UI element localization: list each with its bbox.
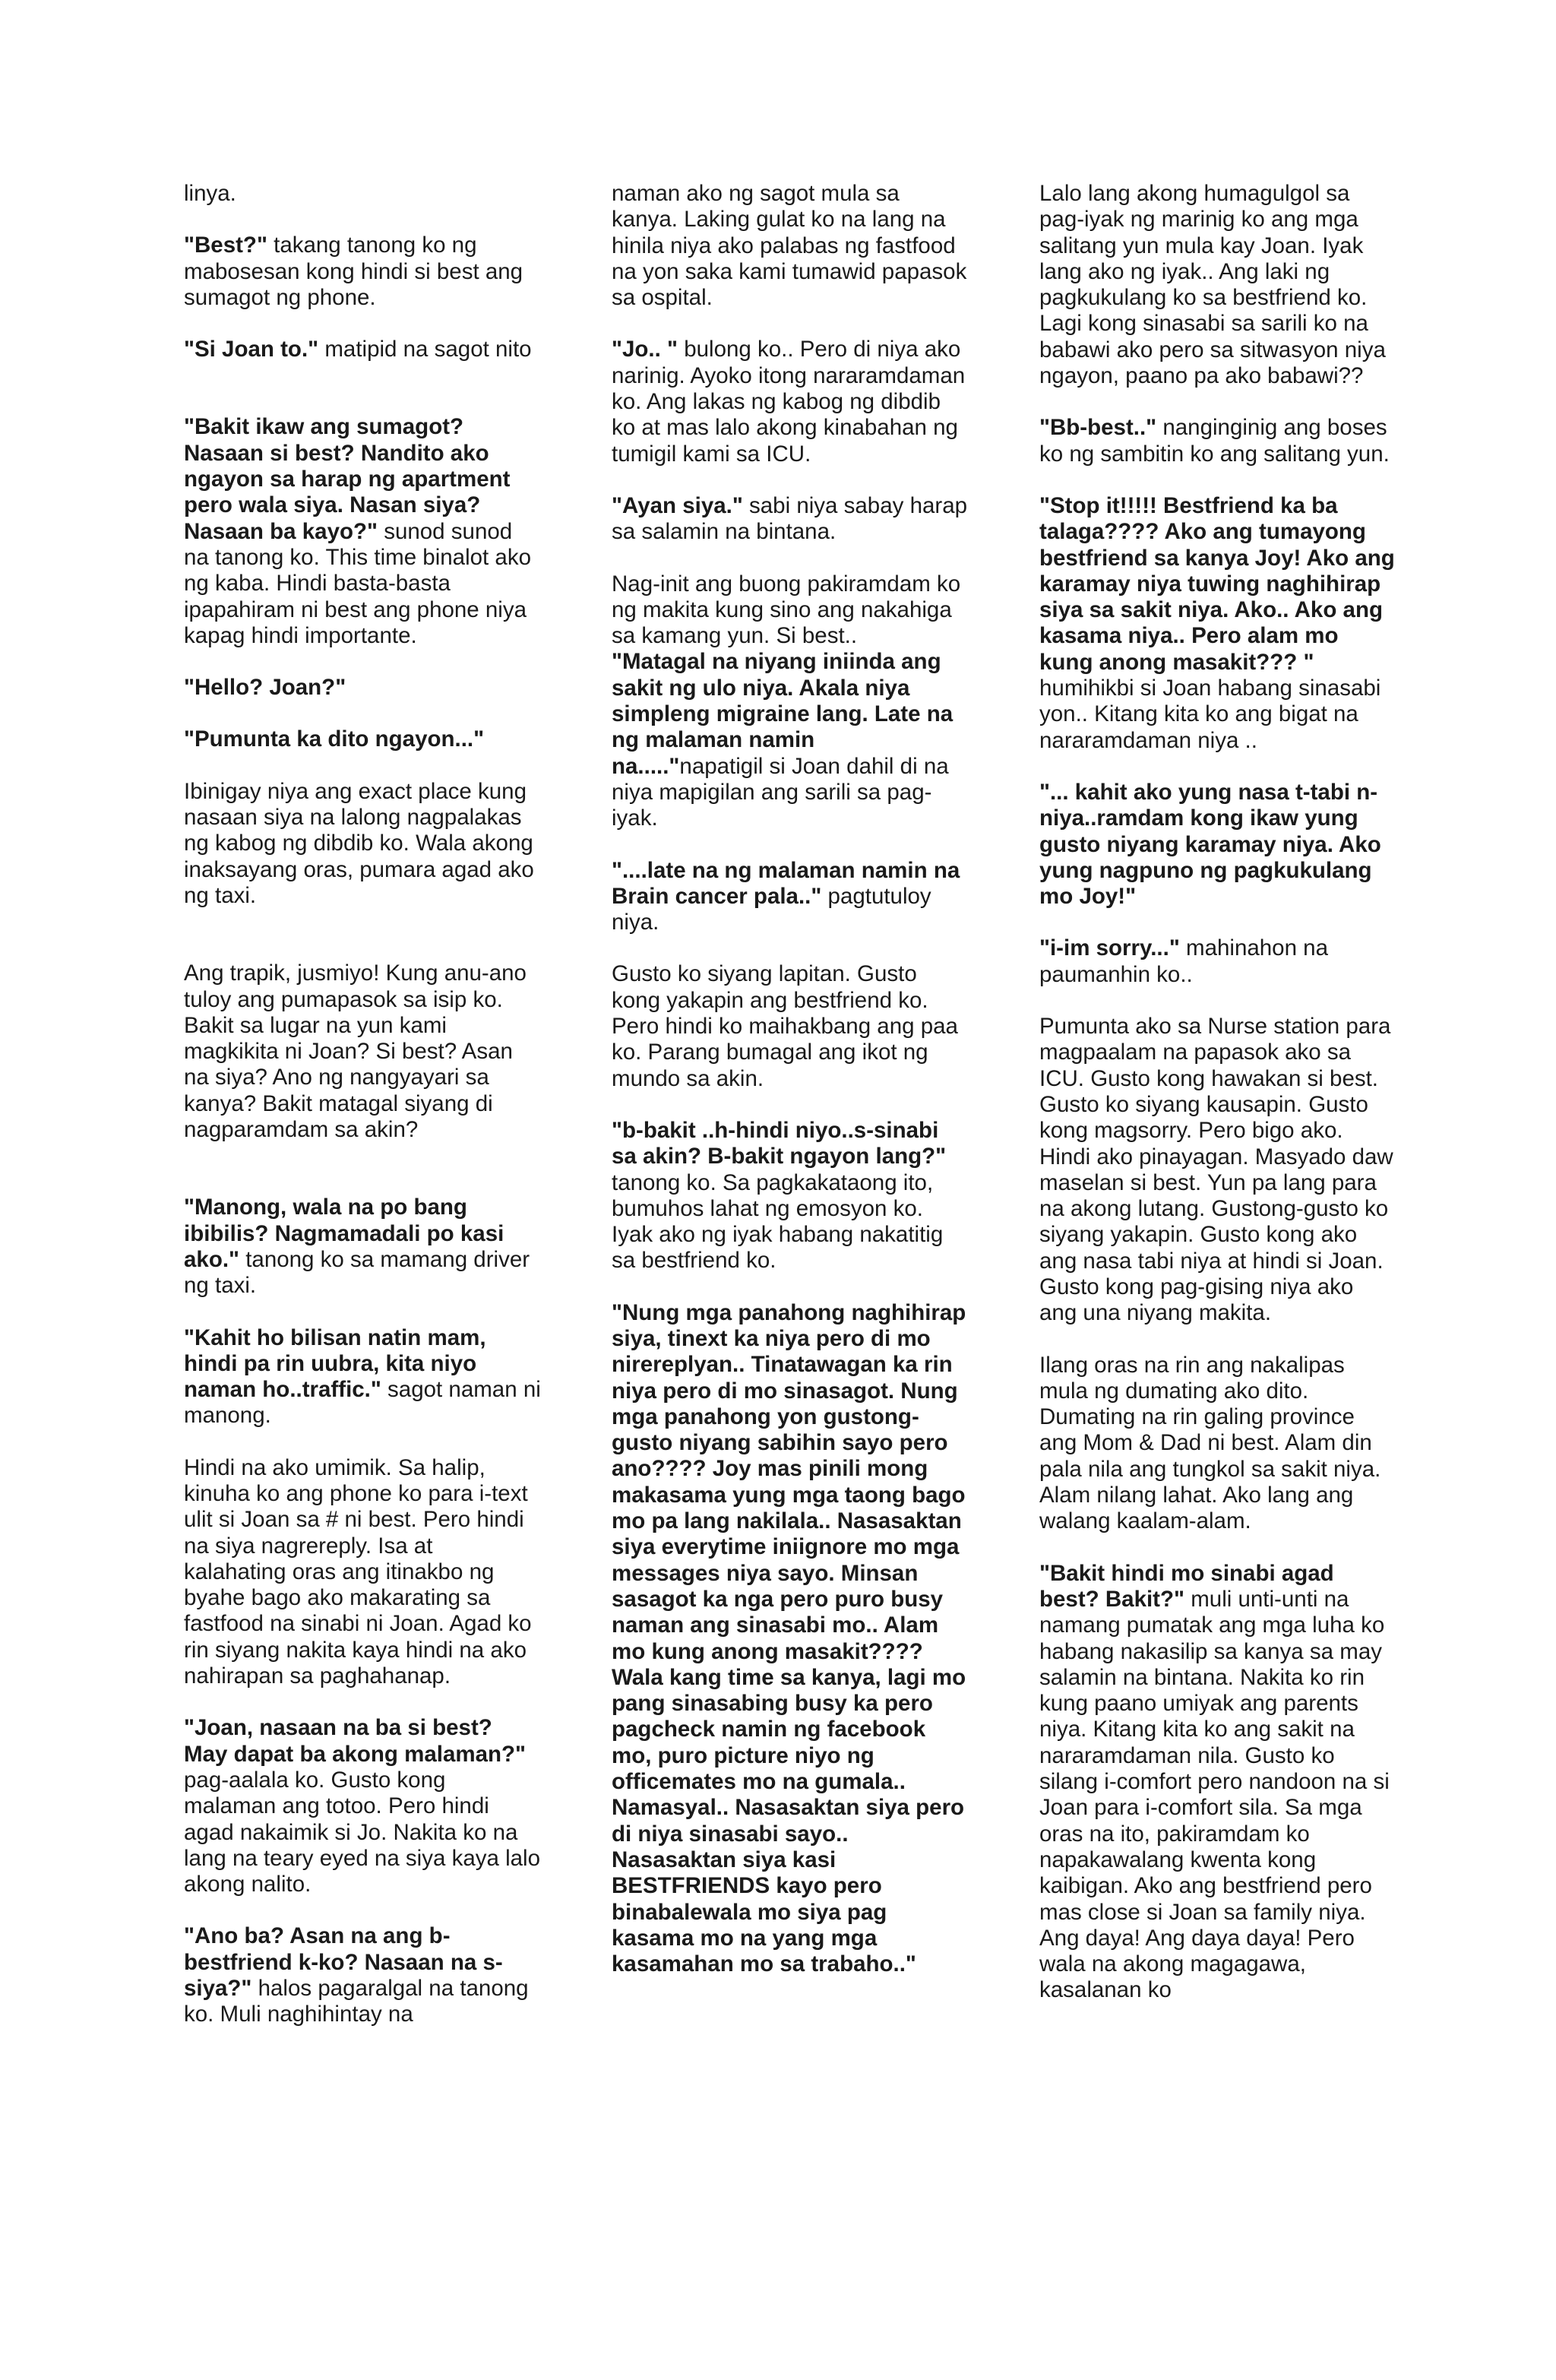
paragraph	[1039, 181, 1396, 389]
text-column-2	[612, 181, 969, 1977]
body-text: muli unti-unti na namang pumatak ang mga luha ko habang nakasilip sa kanya sa may salamin na bintana. Nakita ko rin kung paano umiyak ang parents niya. Kitang kita ko ang sakit na nararamdaman nila. Gusto ko silang i-comfort pero nandoon na si Joan para i-comfort sila. Sa mga oras na ito, pakiramdam ko napakawalang kwenta kong kaibigan. Ako ang bestfriend pero mas close si Joan sa family niya. Ang daya! Ang daya daya! Pero wala na akong magagawa, kasalanan ko	[1039, 1586, 1390, 2003]
paragraph	[612, 1118, 969, 1274]
body-text: napatigil si Joan dahil di na niya mapigilan ang sarili sa pag-iyak.	[612, 753, 949, 831]
paragraph	[612, 961, 969, 1091]
body-text: sunod sunod na tanong ko. This time binalot ako ng kaba. Hindi basta-basta ipapahiram ni best ang phone niya kapag hindi importante.	[184, 518, 531, 648]
bold-text: "b-bakit ..h-hindi niyo..s-sinabi sa akin? B-bakit ngayon lang?"	[612, 1117, 947, 1169]
paragraph	[184, 1195, 541, 1299]
bold-text: "Nung mga panahong naghihirap siya, tinext ka niya pero di mo nirereplyan.. Tinatawagan ka rin niya pero di mo sinasagot. Nung mga panahong yon gustong-gusto niyang sabihin sayo pero ano???? Joy mas pinili mong makasama yung mga taong bago mo pa lang nakilala.. Nasasaktan siya everytime iniignore mo mga messages niya sayo. Minsan sasagot ka nga pero puro busy naman ang sinasabi mo.. Alam mo kung anong masakit???? Wala kang time sa kanya, lagi mo pang sinasabing busy ka pero pagcheck namin ng facebook mo, puro picture niyo ng officemates mo na gumala.. Namasyal.. Nasasaktan siya pero di niya sinasabi sayo.. Nasasaktan siya kasi BESTFRIENDS kayo pero binabalewala mo siya pag kasama mo na yang mga kasamahan mo sa trabaho.."	[612, 1299, 966, 1977]
body-text: humihikbi si Joan habang sinasabi yon.. Kitang kita ko ang bigat na nararamdaman niya ..	[1039, 676, 1381, 753]
bold-text: "Ayan siya."	[612, 492, 743, 518]
body-text: Ilang oras na rin ang nakalipas mula ng dumating ako dito. Dumating na rin galing province ang Mom & Dad ni best. Alam din pala nila ang tungkol sa sakit niya. Alam nilang lahat. Ako lang ang walang kaalam-alam.	[1039, 1352, 1381, 1534]
paragraph	[612, 1300, 969, 1978]
body-text: halos pagaralgal na tanong ko. Muli naghihintay na	[184, 1976, 529, 2027]
body-text: Pumunta ako sa Nurse station para magpaalam na papasok ako sa ICU. Gusto kong hawakan si best. Gusto ko siyang kausapin. Gusto kong magsorry. Pero bigo ako. Hindi ako pinayagan. Masyado daw maselan si best. Yun pa lang para na akong lutang. Gustong-gusto ko siyang yakapin. Gusto kong ako ang nasa tabi niya at hindi si Joan. Gusto kong pag-gising niya ako ang una niyang makita.	[1039, 1014, 1393, 1326]
body-text: matipid na sagot nito	[318, 337, 532, 362]
body-text: tanong ko sa mamang driver ng taxi.	[184, 1246, 530, 1299]
bold-text: "Bb-best.."	[1039, 415, 1157, 441]
body-text: Hindi na ako umimik. Sa halip, kinuha ko ang phone ko para i-text ulit si Joan sa # ni best. Pero hindi na siya nagrereply. Isa at kalahating oras ang itinakbo ng byahe bago ako makarating sa fastfood na sinabi ni Joan. Agad ko rin siyang nakita kaya hindi na ako nahirapan sa paghahanap.	[184, 1454, 532, 1689]
body-text: takang tanong ko ng mabosesan kong hindi si best ang sumagot ng phone.	[184, 233, 523, 310]
bold-text: "Bakit hindi mo sinabi agad best? Bakit?"	[1039, 1560, 1334, 1612]
paragraph	[184, 1325, 541, 1429]
body-text: Nag-init ang buong pakiramdam ko ng makita kung sino ang nakahiga sa kamang yun. Si best..	[612, 571, 961, 649]
paragraph	[1039, 415, 1396, 467]
body-text: linya.	[184, 181, 236, 206]
body-text: Ang trapik, jusmiyo! Kung anu-ano tuloy ang pumapasok sa isip ko. Bakit sa lugar na yun kami magkikita ni Joan? Si best? Asan na siya? Ano ng nangyayari sa kanya? Bakit matagal siyang di nagparamdam sa akin?	[184, 961, 527, 1143]
paragraph	[184, 414, 541, 649]
bold-text: "Ano ba? Asan na ang b-bestfriend k-ko? Nasaan na s-siya?"	[184, 1923, 503, 2002]
body-text: sagot naman ni manong.	[184, 1377, 541, 1429]
bold-text: "Matagal na niyang iniinda ang sakit ng ulo niya. Akala niya simpleng migraine lang. Late na ng malaman namin na....."	[612, 649, 954, 779]
paragraph	[184, 675, 541, 701]
body-text: mahinahon na paumanhin ko..	[1039, 935, 1328, 987]
paragraph	[1039, 493, 1396, 754]
paragraph	[184, 181, 541, 207]
paragraph	[184, 337, 541, 362]
paragraph	[612, 493, 969, 546]
paragraph	[1039, 1561, 1396, 2004]
paragraph	[612, 649, 969, 831]
paragraph	[184, 779, 541, 909]
bold-text: "Best?"	[184, 233, 267, 258]
bold-text: "Hello? Joan?"	[184, 675, 346, 701]
paragraph	[612, 181, 969, 311]
paragraph	[184, 726, 541, 752]
text-column-3	[1039, 181, 1396, 2004]
paragraph	[612, 337, 969, 467]
body-text: pag-aalala ko. Gusto kong malaman ang totoo. Pero hindi agad nakaimik si Jo. Nakita ko na lang na teary eyed na siya kaya lalo akong nalito.	[184, 1767, 541, 1897]
bold-text: "Kahit ho bilisan natin mam, hindi pa rin uubra, kita niyo naman ho..traffic."	[184, 1325, 486, 1403]
body-text: bulong ko.. Pero di niya ako narinig. Ayoko itong nararamdaman ko. Ang lakas ng kabog ng dibdib ko at mas lalo akong kinabahan ng tumigil kami sa ICU.	[612, 337, 966, 467]
paragraph	[184, 961, 541, 1143]
body-text: pagtutuloy niya.	[612, 883, 931, 935]
body-text: sabi niya sabay harap sa salamin na bintana.	[612, 492, 968, 545]
bold-text: "i-im sorry..."	[1039, 935, 1180, 961]
paragraph	[184, 1923, 541, 2027]
paragraph	[612, 571, 969, 650]
bold-text: "Bakit ikaw ang sumagot? Nasaan si best? Nandito ako ngayon sa harap ng apartment pero wala siya. Nasan siya? Nasaan ba kayo?"	[184, 414, 511, 544]
body-text: Ibinigay niya ang exact place kung nasaan siya na lalong nagpalakas ng kabog ng dibdib ko. Wala akong inaksayang oras, pumara agad ako ng taxi.	[184, 778, 534, 908]
body-text: naman ako ng sagot mula sa kanya. Laking gulat ko na lang na hinila niya ako palabas ng fastfood na yon saka kami tumawid papasok sa ospital.	[612, 181, 967, 311]
paragraph	[1039, 780, 1396, 910]
bold-text: "Joan, nasaan na ba si best? May dapat ba akong malaman?"	[184, 1715, 527, 1767]
paragraph	[184, 1715, 541, 1897]
bold-text: "Stop it!!!!! Bestfriend ka ba talaga???? Ako ang tumayong bestfriend sa kanya Joy! Ako ang karamay niya tuwing naghihirap siya sa sakit niya. Ako.. Ako ang kasama niya.. Pero alam mo kung anong masakit??? "	[1039, 492, 1395, 675]
body-text: nanginginig ang boses ko ng sambitin ko ang salitang yun.	[1039, 415, 1390, 467]
bold-text: "Pumunta ka dito ngayon..."	[184, 726, 485, 752]
text-column-1	[184, 181, 541, 2028]
body-text: tanong ko. Sa pagkakataong ito, bumuhos lahat ng emosyon ko. Iyak ako ng iyak habang nakatitig sa bestfriend ko.	[612, 1169, 944, 1274]
paragraph	[1039, 1353, 1396, 1535]
bold-text: "... kahit ako yung nasa t-tabi n-niya..ramdam kong ikaw yung gusto niyang karamay niya. Ako yung nagpuno ng pagkukulang mo Joy!"	[1039, 779, 1381, 910]
bold-text: "Manong, wala na po bang ibibilis? Nagmamadali po kasi ako."	[184, 1195, 504, 1272]
body-text: Gusto ko siyang lapitan. Gusto kong yakapin ang bestfriend ko. Pero hindi ko maihakbang ang paa ko. Parang bumagal ang ikot ng mundo sa akin.	[612, 961, 958, 1091]
bold-text: "....late na ng malaman namin na Brain cancer pala.."	[612, 857, 960, 909]
bold-text: "Jo.. "	[612, 337, 678, 362]
paragraph	[1039, 935, 1396, 988]
paragraph	[1039, 1014, 1396, 1327]
bold-text: "Si Joan to."	[184, 337, 319, 362]
paragraph	[184, 233, 541, 311]
paragraph	[612, 858, 969, 936]
body-text: Lalo lang akong humagulgol sa pag-iyak ng marinig ko ang mga salitang yun mula kay Joan. Iyak lang ako ng iyak.. Ang laki ng pagkukulang ko sa bestfriend ko. Lagi kong sinasabi sa sarili ko na babawi ako pero sa sitwasyon niya ngayon, paano pa ako babawi??	[1039, 181, 1386, 389]
paragraph	[184, 1455, 541, 1690]
